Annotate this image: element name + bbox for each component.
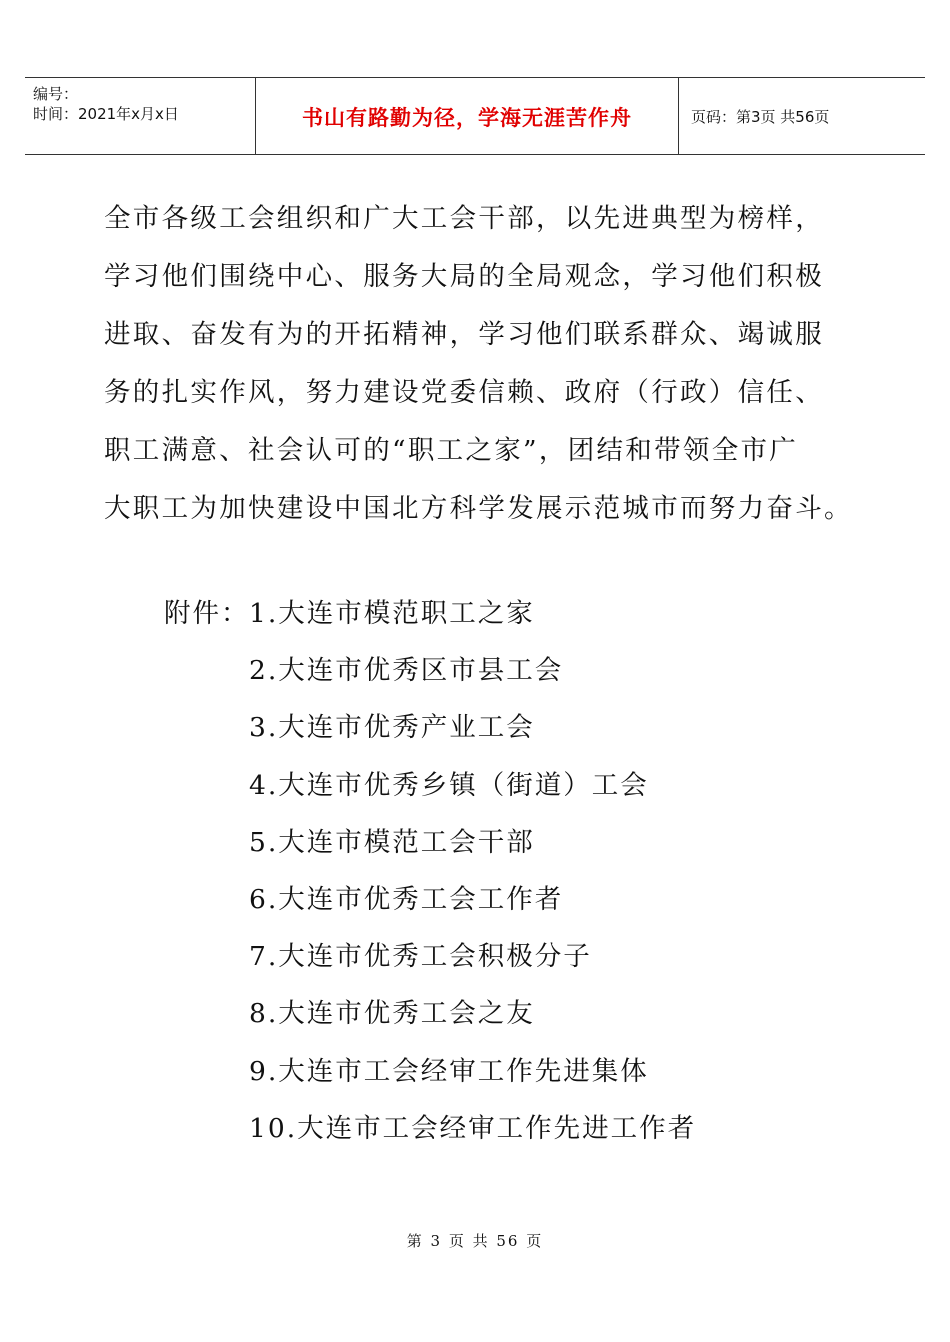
- paragraph-line: 大职工为加快建设中国北方科学发展示范城市而努力奋斗。: [104, 493, 853, 524]
- attachment-item: 7.大连市优秀工会积极分子: [249, 941, 592, 973]
- body-paragraph: [104, 190, 864, 538]
- attachment-item: 1.大连市模范职工之家: [249, 598, 535, 629]
- attachments-list: [249, 585, 696, 1157]
- attachment-item: 9.大连市工会经审工作先进集体: [249, 1055, 649, 1087]
- page-header: [25, 77, 925, 155]
- paragraph-line: 职工满意、社会认可的“职工之家”，团结和带领全市广: [104, 435, 799, 466]
- attachment-item: 4.大连市优秀乡镇（街道）工会: [249, 769, 649, 801]
- paragraph-line: 全市各级工会组织和广大工会干部，以先进典型为榜样，: [104, 203, 824, 234]
- attachment-item: 3.大连市优秀产业工会: [249, 712, 535, 744]
- header-meta: [25, 78, 255, 155]
- attachment-item: 5.大连市模范工会干部: [249, 826, 535, 858]
- attachment-item: 2.大连市优秀区市县工会: [249, 655, 564, 687]
- header-page-info: 页码：第3页 共56页: [691, 108, 830, 126]
- paragraph-line: 务的扎实作风，努力建设党委信赖、政府（行政）信任、: [104, 377, 824, 408]
- header-motto: 书山有路勤为径，学海无涯苦作舟: [255, 78, 679, 155]
- document-number-label: 编号：: [33, 85, 79, 103]
- paragraph-line: 学习他们围绕中心、服务大局的全局观念，学习他们积极: [104, 261, 824, 292]
- page-footer: 第 3 页 共 56 页: [406, 1232, 544, 1250]
- attachment-item: 6.大连市优秀工会工作者: [249, 883, 564, 915]
- attachment-item: 8.大连市优秀工会之友: [249, 998, 535, 1030]
- paragraph-line: 进取、奋发有为的开拓精神，学习他们联系群众、竭诚服: [104, 319, 824, 350]
- attachment-item: 10.大连市工会经审工作先进工作者: [249, 1112, 697, 1144]
- document-date: 时间：2021年x月x日: [33, 105, 179, 123]
- attachments-label: 附件：: [164, 598, 250, 629]
